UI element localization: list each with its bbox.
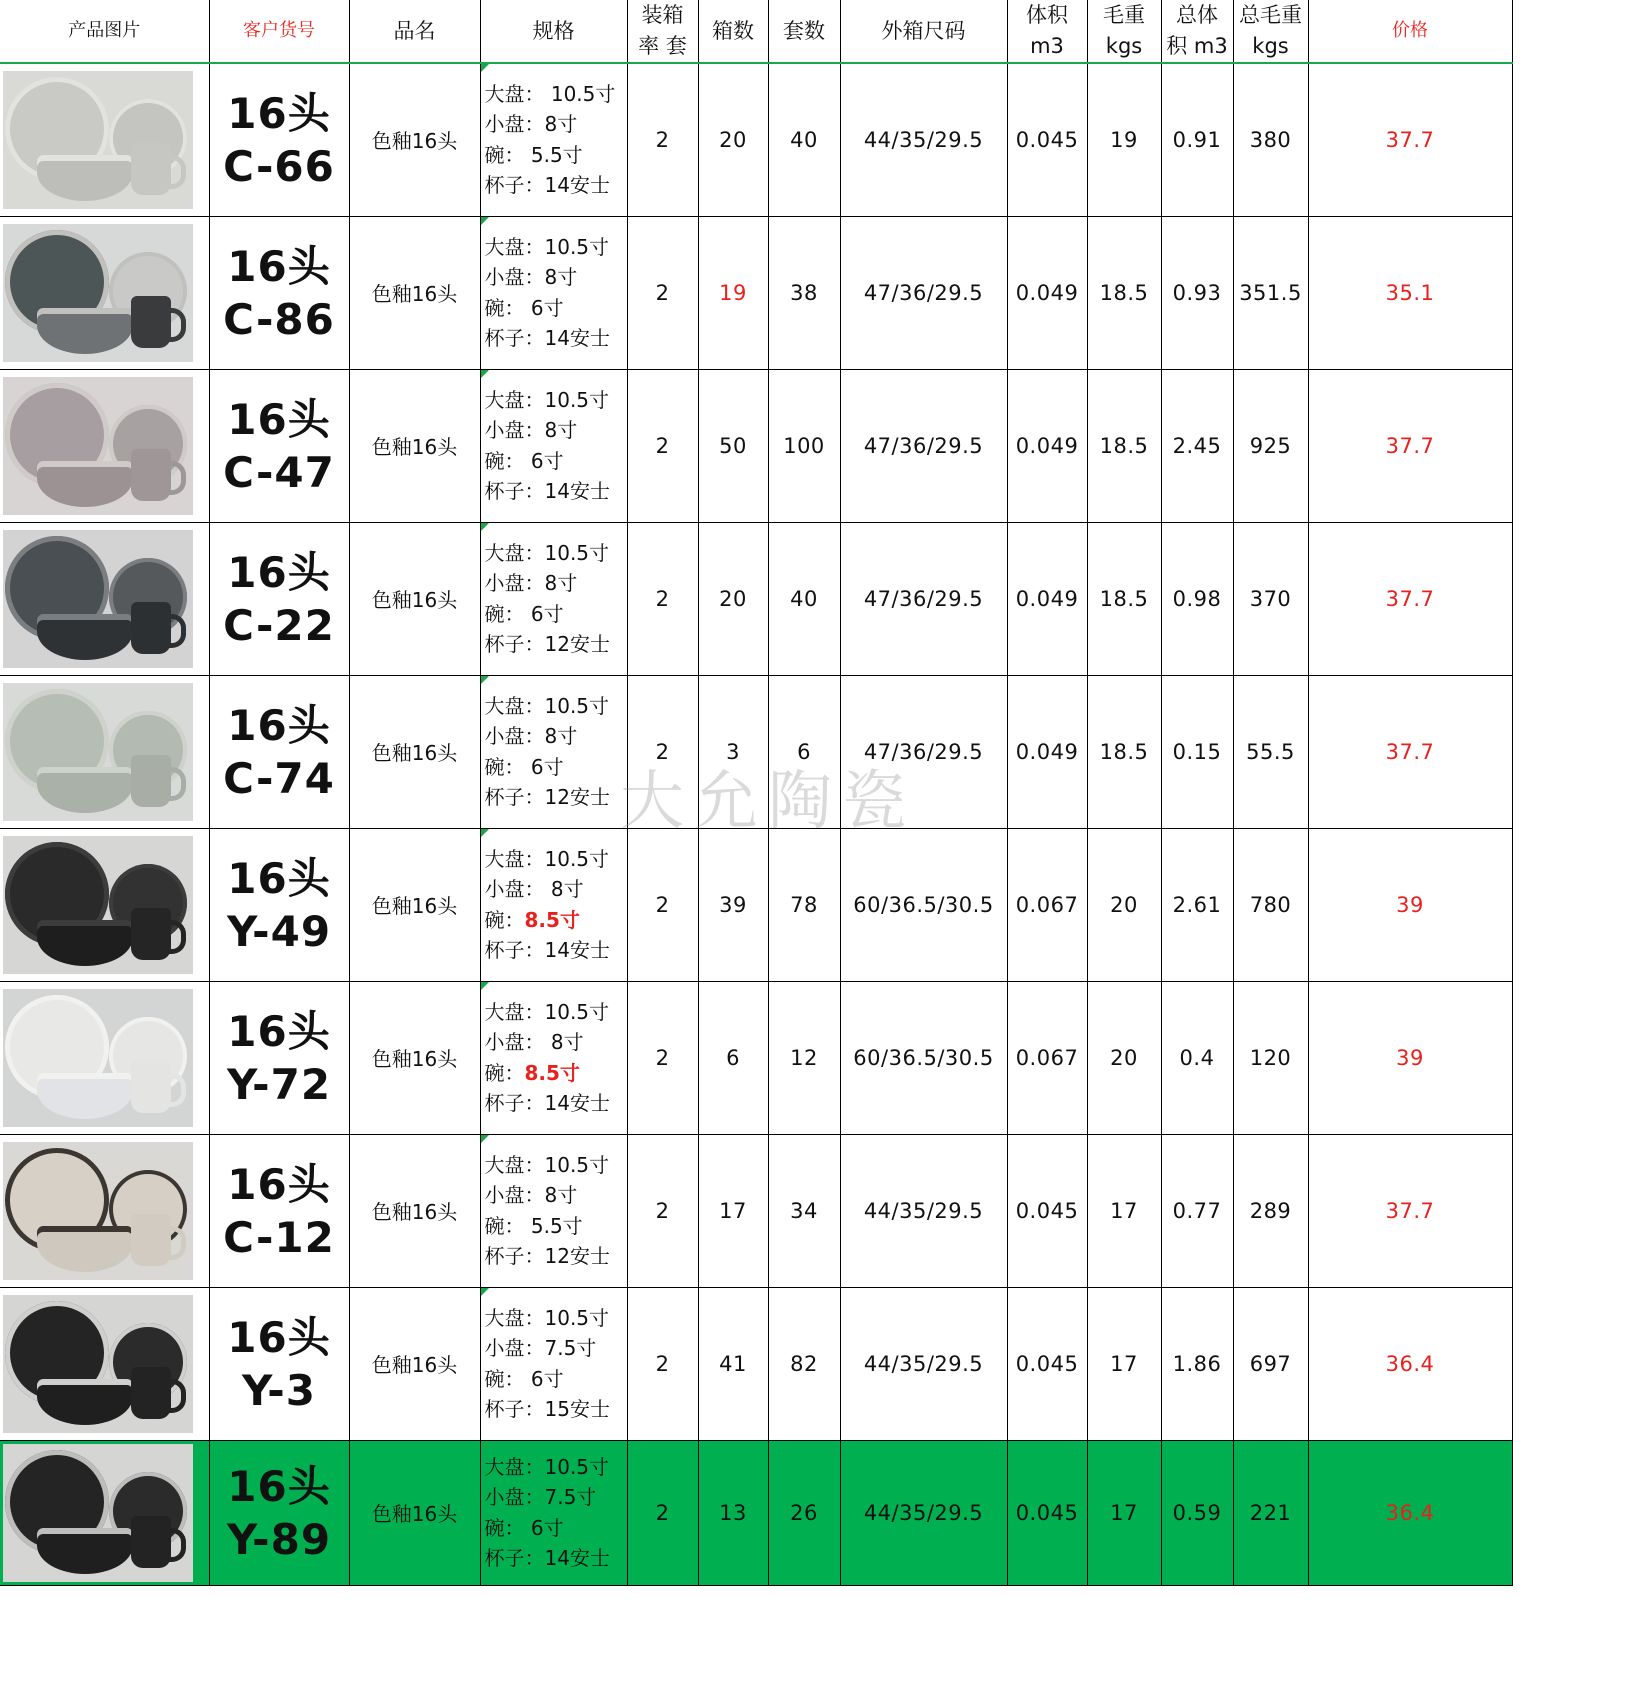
volume: 0.045 — [1007, 1134, 1087, 1287]
spec-cup: 杯子：15安士 — [484, 1397, 610, 1421]
watermark: 大允陶瓷 — [620, 765, 916, 839]
customer-code: C-22 — [223, 600, 335, 650]
carton-size: 60/36.5/30.5 — [840, 828, 1007, 981]
comment-marker — [481, 64, 489, 72]
spec-cup: 杯子：12安士 — [484, 1244, 610, 1268]
customer-code-cell — [209, 828, 349, 981]
product-photo-cell — [0, 1287, 209, 1440]
product-photo-cell — [0, 369, 209, 522]
comment-marker — [481, 829, 489, 837]
spec-big-plate: 大盘：10.5寸 — [484, 999, 610, 1024]
total-volume: 0.15 — [1161, 675, 1233, 828]
mug-handle-icon — [169, 1528, 186, 1562]
sets: 100 — [768, 369, 840, 522]
spec-small-plate: 小盘：7.5寸 — [484, 1336, 597, 1360]
total-volume: 0.91 — [1161, 63, 1233, 216]
spec-small-plate: 小盘：8寸 — [484, 418, 578, 442]
comment-marker — [481, 370, 489, 378]
gross-weight: 18.5 — [1087, 369, 1161, 522]
volume: 0.067 — [1007, 981, 1087, 1134]
product-head-count: 16头 — [227, 241, 331, 291]
customer-code-cell — [209, 63, 349, 216]
customer-code-cell — [209, 369, 349, 522]
spec-cup: 杯子：12安士 — [484, 632, 610, 656]
table-row — [0, 369, 1512, 522]
pack-rate: 2 — [627, 675, 698, 828]
total-gross-weight: 925 — [1233, 369, 1308, 522]
product-name: 色釉16头 — [349, 828, 480, 981]
spec-big-plate: 大盘：10.5寸 — [484, 540, 610, 565]
header-volume: 体积 m3 — [1007, 0, 1087, 63]
price: 39 — [1308, 981, 1512, 1134]
spec-small-plate: 小盘： 8寸 — [484, 877, 584, 901]
customer-code: Y-89 — [226, 1514, 332, 1564]
product-photo-cell — [0, 981, 209, 1134]
mug-icon — [131, 1516, 171, 1568]
product-photo — [3, 683, 193, 821]
pack-rate: 2 — [627, 828, 698, 981]
spec-cell — [480, 1287, 627, 1440]
sets: 38 — [768, 216, 840, 369]
product-photo — [3, 1444, 193, 1582]
price: 37.7 — [1308, 369, 1512, 522]
spec-big-plate: 大盘：10.5寸 — [484, 846, 610, 871]
product-photo — [3, 1142, 193, 1280]
carton-size: 44/35/29.5 — [840, 1287, 1007, 1440]
mug-icon — [131, 908, 171, 960]
carton-size: 44/35/29.5 — [840, 1134, 1007, 1287]
cartons: 41 — [698, 1287, 768, 1440]
gross-weight: 19 — [1087, 63, 1161, 216]
spec-bowl: 碗：8.5寸 — [484, 1060, 580, 1085]
cartons: 6 — [698, 981, 768, 1134]
gross-weight: 17 — [1087, 1134, 1161, 1287]
product-head-count: 16头 — [227, 1006, 331, 1056]
price: 36.4 — [1308, 1440, 1512, 1585]
header-gross-weight: 毛重 kgs — [1087, 0, 1161, 63]
header-total-gross-weight: 总毛重 kgs — [1233, 0, 1308, 63]
product-head-count: 16头 — [227, 853, 331, 903]
header-sets: 套数 — [768, 0, 840, 63]
spec-bowl: 碗： 6寸 — [484, 448, 564, 473]
carton-size: 44/35/29.5 — [840, 1440, 1007, 1585]
mug-handle-icon — [169, 1226, 186, 1260]
table-row — [0, 1287, 1512, 1440]
price: 37.7 — [1308, 63, 1512, 216]
price: 35.1 — [1308, 216, 1512, 369]
header-cartons: 箱数 — [698, 0, 768, 63]
customer-code-cell — [209, 1134, 349, 1287]
mug-handle-icon — [169, 461, 186, 495]
product-name: 色釉16头 — [349, 63, 480, 216]
mug-icon — [131, 296, 171, 348]
spec-big-plate: 大盘：10.5寸 — [484, 234, 610, 259]
spec-cup: 杯子：14安士 — [484, 938, 610, 962]
spec-big-plate: 大盘：10.5寸 — [484, 1305, 610, 1330]
customer-code: C-86 — [223, 294, 335, 344]
customer-code-cell — [209, 1287, 349, 1440]
spec-bowl: 碗： 5.5寸 — [484, 142, 583, 167]
pack-rate: 2 — [627, 369, 698, 522]
price: 37.7 — [1308, 1134, 1512, 1287]
customer-code-cell — [209, 981, 349, 1134]
spec-small-plate: 小盘：8寸 — [484, 571, 578, 595]
comment-marker — [481, 982, 489, 990]
comment-marker — [481, 1441, 489, 1449]
price: 39 — [1308, 828, 1512, 981]
product-head-count: 16头 — [227, 700, 331, 750]
spec-cell — [480, 522, 627, 675]
spec-bowl: 碗： 6寸 — [484, 1515, 564, 1540]
cartons: 13 — [698, 1440, 768, 1585]
carton-size: 60/36.5/30.5 — [840, 981, 1007, 1134]
spec-small-plate: 小盘：8寸 — [484, 112, 578, 137]
product-head-count: 16头 — [227, 394, 331, 444]
mug-handle-icon — [169, 155, 186, 189]
spec-bowl: 碗：8.5寸 — [484, 907, 580, 932]
spec-cup: 杯子：14安士 — [484, 326, 610, 350]
product-photo — [3, 836, 193, 974]
customer-code: C-47 — [223, 447, 335, 497]
bowl-icon — [37, 308, 133, 354]
spec-bowl: 碗： 6寸 — [484, 754, 564, 779]
table-row — [0, 828, 1512, 981]
total-volume: 1.86 — [1161, 1287, 1233, 1440]
total-gross-weight: 370 — [1233, 522, 1308, 675]
table-row — [0, 1440, 1512, 1585]
gross-weight: 17 — [1087, 1440, 1161, 1585]
product-head-count: 16头 — [227, 1159, 331, 1209]
cartons: 20 — [698, 522, 768, 675]
spec-small-plate: 小盘： 8寸 — [484, 1030, 584, 1054]
customer-code-cell — [209, 522, 349, 675]
product-photo-cell — [0, 63, 209, 216]
header-carton-size: 外箱尺码 — [840, 0, 1007, 63]
volume: 0.045 — [1007, 1287, 1087, 1440]
bowl-icon — [37, 767, 133, 813]
header-total-volume: 总体 积 m3 — [1161, 0, 1233, 63]
sets: 82 — [768, 1287, 840, 1440]
total-volume: 0.77 — [1161, 1134, 1233, 1287]
spec-small-plate: 小盘：8寸 — [484, 265, 578, 289]
spec-small-plate: 小盘：8寸 — [484, 724, 578, 748]
comment-marker — [481, 1288, 489, 1296]
product-name: 色釉16头 — [349, 369, 480, 522]
customer-code-cell — [209, 675, 349, 828]
product-photo-cell — [0, 1440, 209, 1585]
bowl-icon — [37, 155, 133, 201]
total-gross-weight: 697 — [1233, 1287, 1308, 1440]
spec-bowl: 碗： 6寸 — [484, 601, 564, 626]
product-name: 色釉16头 — [349, 216, 480, 369]
mug-handle-icon — [169, 1073, 186, 1107]
total-gross-weight: 380 — [1233, 63, 1308, 216]
pack-rate: 2 — [627, 981, 698, 1134]
mug-handle-icon — [169, 767, 186, 801]
bowl-icon — [37, 920, 133, 966]
mug-handle-icon — [169, 614, 186, 648]
mug-icon — [131, 1367, 171, 1419]
product-photo-cell — [0, 675, 209, 828]
total-gross-weight: 55.5 — [1233, 675, 1308, 828]
sets: 26 — [768, 1440, 840, 1585]
product-photo — [3, 1295, 193, 1433]
mug-handle-icon — [169, 1379, 186, 1413]
spec-cell — [480, 828, 627, 981]
header-spec: 规格 — [480, 0, 627, 63]
total-gross-weight: 120 — [1233, 981, 1308, 1134]
spec-big-plate: 大盘：10.5寸 — [484, 387, 610, 412]
sets: 40 — [768, 522, 840, 675]
product-name: 色釉16头 — [349, 675, 480, 828]
mug-handle-icon — [169, 920, 186, 954]
spec-small-plate: 小盘：7.5寸 — [484, 1485, 597, 1509]
header-pack-rate: 装箱 率 套 — [627, 0, 698, 63]
spec-cup: 杯子：12安士 — [484, 785, 610, 809]
spec-cell — [480, 1440, 627, 1585]
cartons: 39 — [698, 828, 768, 981]
gross-weight: 17 — [1087, 1287, 1161, 1440]
comment-marker — [481, 217, 489, 225]
mug-icon — [131, 755, 171, 807]
product-name: 色釉16头 — [349, 981, 480, 1134]
gross-weight: 18.5 — [1087, 675, 1161, 828]
table-row — [0, 522, 1512, 675]
total-volume: 0.98 — [1161, 522, 1233, 675]
product-name: 色釉16头 — [349, 1134, 480, 1287]
customer-code: Y-3 — [242, 1365, 316, 1415]
cartons: 17 — [698, 1134, 768, 1287]
volume: 0.067 — [1007, 828, 1087, 981]
product-photo — [3, 224, 193, 362]
mug-icon — [131, 1214, 171, 1266]
customer-code: Y-72 — [226, 1059, 332, 1109]
product-photo-cell — [0, 522, 209, 675]
table-row — [0, 216, 1512, 369]
customer-code-cell — [209, 1440, 349, 1585]
sets: 78 — [768, 828, 840, 981]
header-customer-code: 客户货号 — [209, 0, 349, 63]
spec-cell — [480, 1134, 627, 1287]
bowl-icon — [37, 1528, 133, 1574]
table-row — [0, 981, 1512, 1134]
customer-code: C-74 — [223, 753, 335, 803]
spec-cell — [480, 369, 627, 522]
gross-weight: 20 — [1087, 981, 1161, 1134]
product-name: 色釉16头 — [349, 1287, 480, 1440]
bowl-icon — [37, 614, 133, 660]
total-gross-weight: 221 — [1233, 1440, 1308, 1585]
mug-icon — [131, 449, 171, 501]
pack-rate: 2 — [627, 1134, 698, 1287]
mug-icon — [131, 1061, 171, 1113]
customer-code: C-12 — [223, 1212, 335, 1262]
product-photo — [3, 989, 193, 1127]
product-photo-cell — [0, 1134, 209, 1287]
total-gross-weight: 289 — [1233, 1134, 1308, 1287]
carton-size: 44/35/29.5 — [840, 63, 1007, 216]
total-volume: 0.59 — [1161, 1440, 1233, 1585]
product-photo — [3, 530, 193, 668]
header-photo: 产品图片 — [0, 0, 209, 63]
cartons: 19 — [698, 216, 768, 369]
gross-weight: 20 — [1087, 828, 1161, 981]
cartons: 50 — [698, 369, 768, 522]
comment-marker — [481, 523, 489, 531]
sets: 6 — [768, 675, 840, 828]
volume: 0.049 — [1007, 216, 1087, 369]
cartons: 20 — [698, 63, 768, 216]
spec-small-plate: 小盘：8寸 — [484, 1183, 578, 1207]
gross-weight: 18.5 — [1087, 216, 1161, 369]
spec-cup: 杯子：14安士 — [484, 173, 610, 198]
bowl-icon — [37, 1073, 133, 1119]
sets: 12 — [768, 981, 840, 1134]
total-volume: 0.93 — [1161, 216, 1233, 369]
bowl-icon — [37, 1226, 133, 1272]
spec-big-plate: 大盘：10.5寸 — [484, 1152, 610, 1177]
table-row — [0, 63, 1512, 216]
total-gross-weight: 351.5 — [1233, 216, 1308, 369]
spec-cell — [480, 675, 627, 828]
table-row — [0, 1134, 1512, 1287]
spec-cell — [480, 981, 627, 1134]
sets: 34 — [768, 1134, 840, 1287]
spec-bowl: 碗： 5.5寸 — [484, 1213, 583, 1238]
gross-weight: 18.5 — [1087, 522, 1161, 675]
product-photo-cell — [0, 828, 209, 981]
spec-big-plate: 大盘：10.5寸 — [484, 1454, 610, 1479]
product-name: 色釉16头 — [349, 1440, 480, 1585]
header-product-name: 品名 — [349, 0, 480, 63]
carton-size: 47/36/29.5 — [840, 216, 1007, 369]
volume: 0.049 — [1007, 369, 1087, 522]
comment-marker — [481, 676, 489, 684]
product-head-count: 16头 — [227, 88, 331, 138]
price: 36.4 — [1308, 1287, 1512, 1440]
spec-cell — [480, 63, 627, 216]
pack-rate: 2 — [627, 63, 698, 216]
pack-rate: 2 — [627, 1287, 698, 1440]
volume: 0.045 — [1007, 1440, 1087, 1585]
pack-rate: 2 — [627, 522, 698, 675]
volume: 0.045 — [1007, 63, 1087, 216]
price: 37.7 — [1308, 675, 1512, 828]
carton-size: 47/36/29.5 — [840, 675, 1007, 828]
volume: 0.049 — [1007, 675, 1087, 828]
comment-marker — [481, 1135, 489, 1143]
mug-handle-icon — [169, 308, 186, 342]
bowl-icon — [37, 1379, 133, 1425]
product-head-count: 16头 — [227, 1312, 331, 1362]
mug-icon — [131, 602, 171, 654]
bowl-icon — [37, 461, 133, 507]
product-head-count: 16头 — [227, 547, 331, 597]
total-volume: 2.45 — [1161, 369, 1233, 522]
product-name: 色釉16头 — [349, 522, 480, 675]
total-gross-weight: 780 — [1233, 828, 1308, 981]
spec-cup: 杯子：14安士 — [484, 479, 610, 503]
spec-bowl: 碗： 6寸 — [484, 295, 564, 320]
spec-cup: 杯子：14安士 — [484, 1091, 610, 1115]
customer-code: C-66 — [223, 141, 335, 191]
spec-bowl: 碗： 6寸 — [484, 1366, 564, 1391]
spec-big-plate: 大盘： 10.5寸 — [484, 81, 616, 106]
price: 37.7 — [1308, 522, 1512, 675]
customer-code: Y-49 — [226, 906, 332, 956]
total-volume: 2.61 — [1161, 828, 1233, 981]
volume: 0.049 — [1007, 522, 1087, 675]
product-photo — [3, 377, 193, 515]
table-row — [0, 675, 1512, 828]
pack-rate: 2 — [627, 1440, 698, 1585]
mug-icon — [131, 143, 171, 195]
carton-size: 47/36/29.5 — [840, 522, 1007, 675]
product-photo-cell — [0, 216, 209, 369]
customer-code-cell — [209, 216, 349, 369]
product-head-count: 16头 — [227, 1461, 331, 1511]
spec-cup: 杯子：14安士 — [484, 1546, 610, 1570]
pack-rate: 2 — [627, 216, 698, 369]
sets: 40 — [768, 63, 840, 216]
total-volume: 0.4 — [1161, 981, 1233, 1134]
header-price: 价格 — [1308, 0, 1512, 63]
product-photo — [3, 71, 193, 209]
header-row — [0, 0, 1512, 63]
cartons: 3 — [698, 675, 768, 828]
spec-cell — [480, 216, 627, 369]
carton-size: 47/36/29.5 — [840, 369, 1007, 522]
spec-big-plate: 大盘：10.5寸 — [484, 693, 610, 718]
